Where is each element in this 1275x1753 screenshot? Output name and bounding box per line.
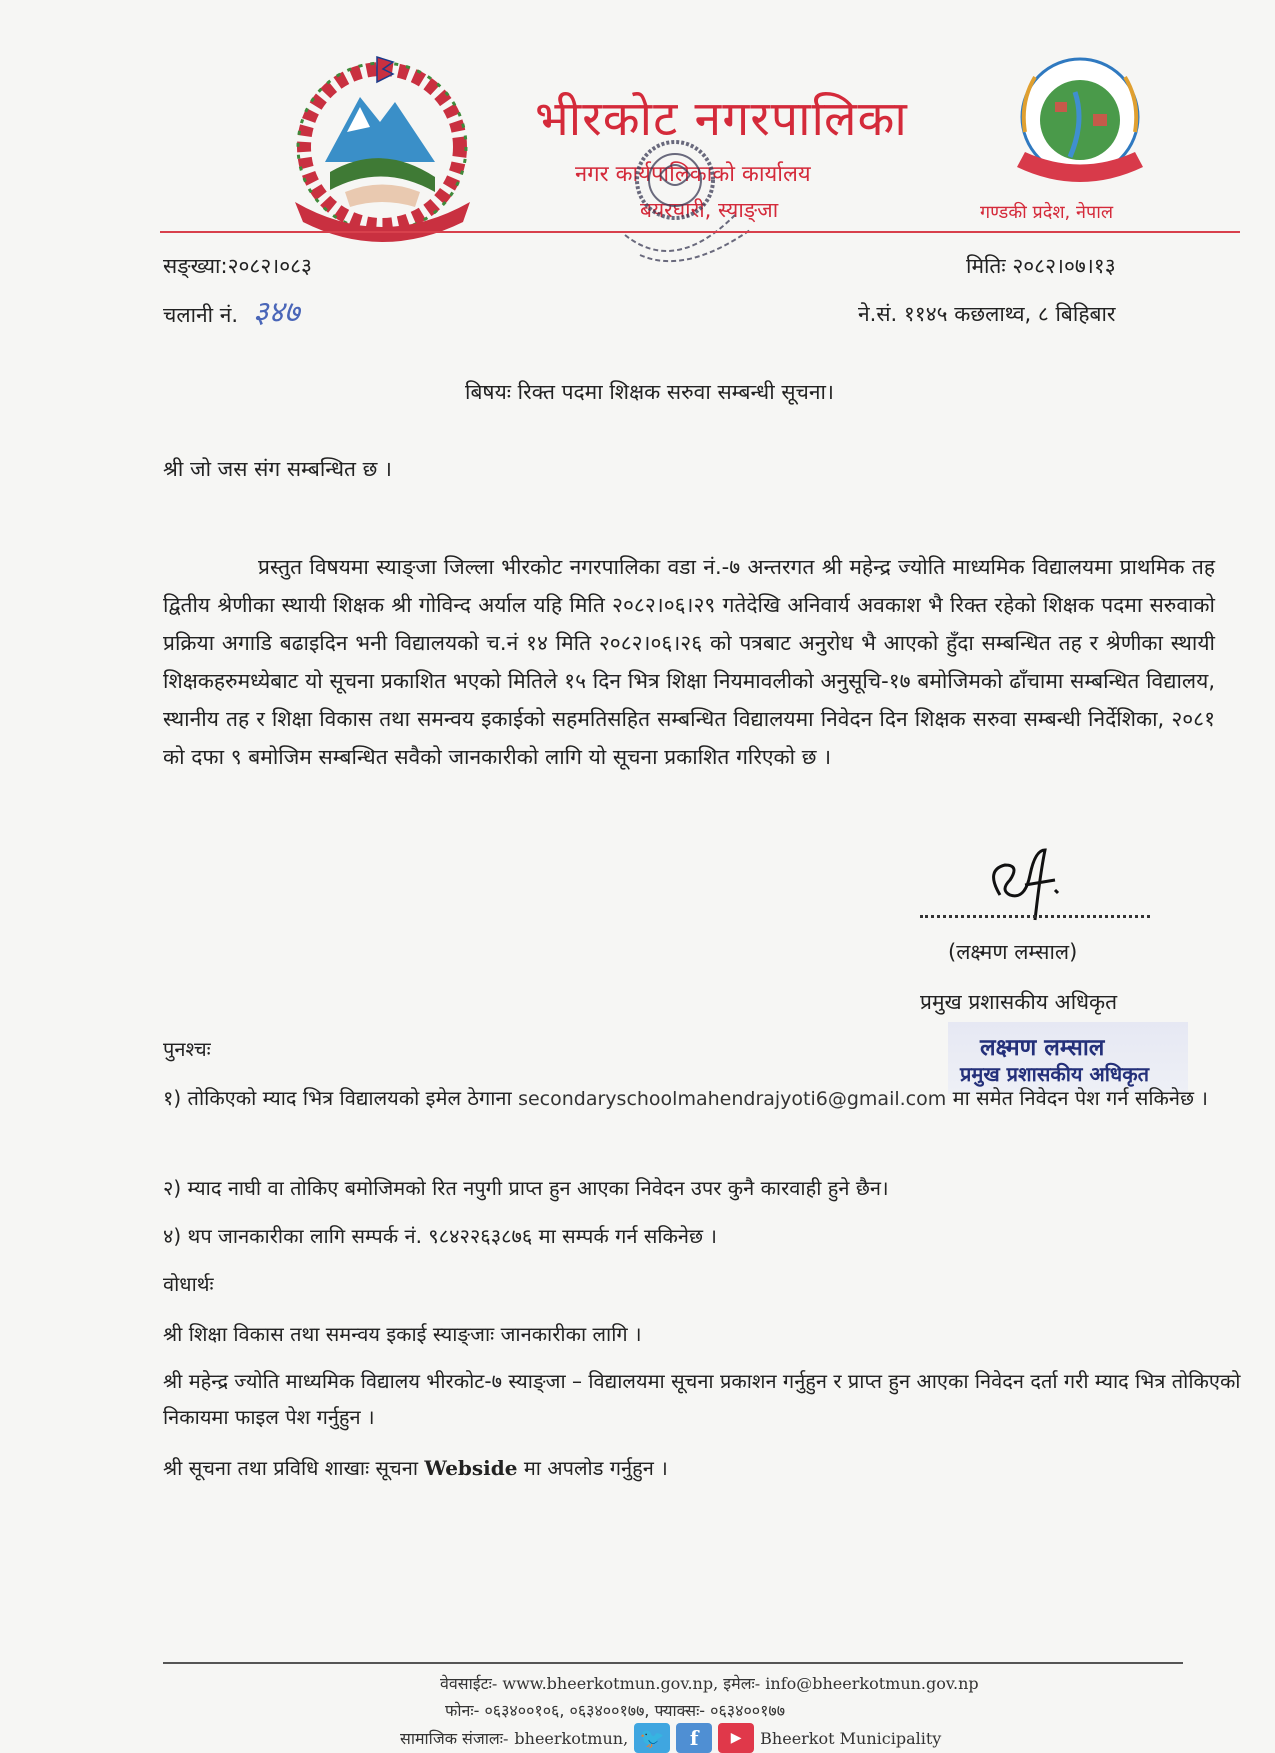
nepal-sambat-date: ने.सं. ११४५ कछलाथ्व, ८ बिहिबार: [858, 302, 1116, 326]
email-label: इमेलः-: [723, 1674, 761, 1693]
salutation: श्री जो जस संग सम्बन्धित छ ।: [163, 457, 393, 481]
footer-social-line: [400, 1723, 941, 1753]
footer-contact-line: [440, 1672, 979, 1694]
footer-email-link[interactable]: info@bheerkotmun.gov.np: [765, 1674, 979, 1693]
chalani-label: चलानी नं.: [163, 303, 239, 327]
twitter-icon[interactable]: 🐦: [634, 1723, 670, 1753]
social-name: Bheerkot Municipality: [760, 1728, 942, 1748]
name-stamp-title: प्रमुख प्रशासकीय अधिकृत: [960, 1062, 1149, 1086]
date-label: मितिः: [966, 254, 1006, 278]
fax-label: फ्याक्सः-: [654, 1701, 706, 1720]
social-handle: bheerkotmun,: [514, 1728, 629, 1748]
signatory-title: प्रमुख प्रशासकीय अधिकृत: [920, 990, 1118, 1014]
postscript-heading: पुनश्चः: [163, 1037, 211, 1061]
body-paragraph: प्रस्तुत विषयमा स्याङ्जा जिल्ला भीरकोट नगरपालिका वडा नं.-७ अन्तरगत श्री महेन्द्र ज्योति माध्यमिक विद्यालयमा प्राथमिक तह द्वितीय श्रेणीका स्थायी शिक्षक श्री गोविन्द अर्याल यहि मिति २०८२।०६।२९ गतेदेखि अनिवार्य अवकाश भै रिक्त रहेको शिक्षक पदमा सरुवाको प्रक्रिया अगाडि बढाइदिन भनी विद्यालयको च.नं १४ मिति २०८२।०६।२६ को पत्रबाट अनुरोध भै आएको हुँदा सम्बन्धित तह र श्रेणीका स्थायी शिक्षकहरुमध्येबाट यो सूचना प्रकाशित भएको मितिले १५ दिन भित्र शिक्षा नियमावलीको अनुसूचि-१७ बमोजिमको ढाँचामा सम्बन्धित विद्यालय, स्थानीय तह र शिक्षा विकास तथा समन्वय इकाईको सहमतिसहित सम्बन्धित विद्यालयमा निवेदन दिन शिक्षक सरुवा सम्बन्धी निर्देशिका, २०८१ को दफा ९ बमोजिम सम्बन्धित सवैको जानकारीको लागि यो सूचना प्रकाशित गरिएको छ ।: [163, 555, 1215, 769]
postscript-item: २) म्याद नाघी वा तोकिए बमोजिमको रित नपुगी प्राप्त हुन आएका निवेदन उपर कुनै कारवाही हुने छैन।: [163, 1176, 889, 1200]
header-divider: [160, 231, 1240, 233]
facebook-icon[interactable]: f: [676, 1723, 712, 1753]
bodharth-bold-text: Webside: [424, 1456, 518, 1480]
province-name: गण्डकी प्रदेश, नेपाल: [980, 202, 1114, 223]
name-stamp-name: लक्ष्मण लम्साल: [980, 1035, 1105, 1061]
subject-line: बिषयः रिक्त पदमा शिक्षक सरुवा सम्बन्धी सूचना।: [465, 380, 834, 404]
office-address: बयरघारी, स्याङ्जा: [640, 198, 779, 222]
bodharth-text: मा अपलोड गर्नुहुन ।: [523, 1456, 668, 1480]
bodharth-item: श्री महेन्द्र ज्योति माध्यमिक विद्यालय भीरकोट-७ स्याङ्जा – विद्यालयमा सूचना प्रकाशन गर्नुहुन र प्राप्त हुन आएका निवेदन दर्ता गरी म्याद भित्र तोकिएको निकायमा फाइल पेश गर्नुहुन ।: [163, 1369, 1241, 1429]
signature-line: [920, 915, 1150, 918]
bodharth-text: श्री सूचना तथा प्रविधि शाखाः सूचना: [163, 1456, 419, 1480]
date: [966, 252, 1116, 280]
website-link[interactable]: www.bheerkotmun.gov.np,: [502, 1674, 719, 1693]
nepal-coat-of-arms-icon: [285, 52, 480, 242]
org-name: भीरकोट नगरपालिका: [535, 91, 908, 147]
bodharth-item: श्री शिक्षा विकास तथा समन्वय इकाई स्याङ्जाः जानकारीका लागि ।: [163, 1322, 642, 1346]
postscript-item: [163, 1080, 1223, 1117]
bodharth-heading: वोधार्थः: [163, 1272, 214, 1296]
phone-label: फोनः-: [445, 1701, 480, 1720]
fax-number: ०६३४००१७७: [710, 1701, 786, 1720]
office-name: नगर कार्यपालिकाको कार्यालय: [575, 162, 811, 187]
office-seal-stamp-icon: [615, 135, 760, 270]
postscript-text: मा समेत निवेदन पेश गर्न सकिनेछ ।: [952, 1086, 1208, 1110]
dispatch-number: [163, 290, 300, 331]
postscript-item: ४) थप जानकारीका लागि सम्पर्क नं. ९८४२२६३८७६ मा सम्पर्क गर्न सकिनेछ ।: [163, 1224, 717, 1248]
signatory-name: (लक्ष्मण लम्साल): [948, 940, 1078, 964]
bheerkot-municipality-logo-icon: [1005, 52, 1155, 192]
youtube-icon[interactable]: ▶: [718, 1723, 754, 1753]
postscript-text: १) तोकिएको म्याद भित्र विद्यालयको इमेल ठेगाना: [163, 1086, 512, 1110]
reference-number: [163, 252, 312, 280]
footer-divider: [163, 1662, 1183, 1664]
date-value: २०८२।०७।१३: [1012, 254, 1116, 278]
sankhya-label: सङ्ख्या:: [163, 254, 228, 278]
sankhya-value: २०८२।०८३: [227, 254, 312, 278]
footer-phone-line: [445, 1699, 785, 1721]
social-label: सामाजिक संजालः-: [400, 1729, 509, 1748]
bodharth-item: [163, 1450, 1223, 1486]
phone-numbers: ०६३४००१०६, ०६३४००१७७,: [484, 1701, 650, 1720]
chalani-value: ३४७: [252, 295, 300, 330]
school-email-link[interactable]: secondaryschoolmahendrajyoti6@gmail.com: [518, 1088, 947, 1110]
website-label: वेवसाईटः-: [440, 1674, 498, 1693]
